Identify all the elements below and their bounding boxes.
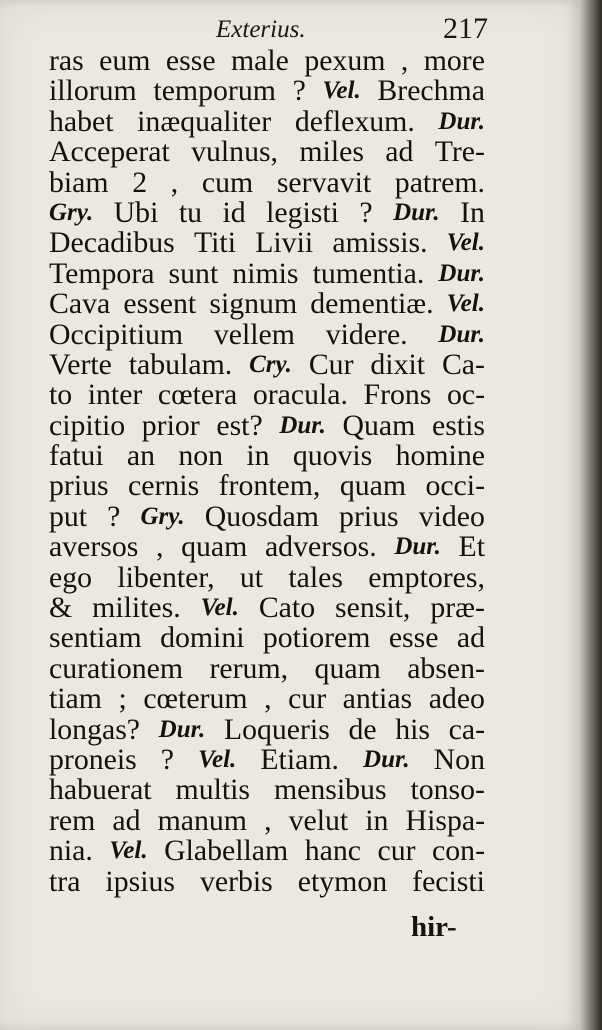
word: Verte [49,347,112,381]
text-line [49,165,485,199]
running-head [48,12,488,46]
word: ut [239,560,264,594]
word: adversos. [264,530,377,564]
word: ? [292,74,306,108]
running-title: Exterius. [216,16,306,43]
word: eum [99,44,151,77]
text-line [49,471,485,501]
text-line [49,742,485,776]
word: Livii [255,226,314,260]
text-line [49,775,485,805]
word: illorum [49,74,137,108]
speaker-abbreviation: Dur. [393,198,440,226]
word: Occipitium [49,317,184,351]
word: nimis [232,256,299,290]
word: Glabellam [164,834,289,868]
word: in [365,803,389,837]
word: , [400,44,409,77]
word: ad [112,803,141,837]
word: deflexum. [294,104,415,138]
word: absen- [407,651,485,685]
word: sunt [168,256,219,290]
word: rem [49,803,96,837]
word: cernis [128,469,200,503]
word: sentiam [49,621,142,655]
word: aversos [49,530,139,564]
word: Brechma [377,74,485,108]
text-line [49,532,485,562]
word: inæqualiter [137,104,272,138]
word: 2 [132,165,148,199]
word: prior [141,408,200,442]
word: ras [49,44,84,77]
word: quam [314,651,381,685]
word: ; [118,682,127,716]
word: dixit [370,347,426,381]
text-line [49,623,485,653]
word: miles [299,135,364,169]
word: Etiam. [260,742,339,776]
word: id [222,195,246,229]
word: Cur [308,347,354,381]
word: habuerat [49,773,152,807]
word: velut [288,803,349,837]
word: , [264,803,272,837]
word: Tre- [434,135,485,169]
word: , [264,682,272,716]
word: fecisti [412,864,485,898]
word: videre. [325,317,408,351]
word: multis [175,773,251,807]
word: nia. [49,834,93,868]
word: occi- [425,469,485,503]
word: præ- [430,591,485,625]
word: inter [87,378,143,412]
page-number: 217 [443,12,488,45]
word: proneis [49,742,137,776]
word: In [460,195,485,229]
word: oc- [446,378,485,412]
word: Loqueris [223,712,330,746]
speaker-abbreviation: Vel. [200,594,239,622]
text-line [49,499,485,533]
word: tiam [49,682,102,716]
text-line [49,137,485,167]
speaker-abbreviation: Vel. [446,290,485,318]
word: ad [385,135,414,169]
word: curationem [49,651,184,685]
word: longas? [49,712,141,746]
word: potiorem [262,621,371,655]
word: habet [49,104,114,138]
text-line [49,104,485,138]
word: to [49,378,73,412]
speaker-abbreviation: Gry. [49,198,94,226]
word: tonso- [410,773,485,807]
text-line [49,684,485,714]
word: frontem, [218,469,321,503]
text-line [49,651,485,685]
word: emptores, [368,560,485,594]
word: put [49,499,88,533]
speaker-abbreviation: Vel. [322,77,361,105]
speaker-abbreviation: Dur. [363,745,410,773]
word: rerum, [209,651,289,685]
text-line [49,408,485,442]
word: Acceperat [49,135,170,169]
word: sensit, [335,591,411,625]
text-line [49,317,485,351]
word: servavit [276,165,372,199]
text-line [49,836,485,866]
word: in [246,439,270,473]
word: quovis [292,439,373,473]
word: hanc [304,834,361,868]
word: manum [157,803,247,837]
word: legisti [266,195,339,229]
word: male [230,44,289,77]
word: vellem [213,317,295,351]
word: homine [395,439,485,473]
text-line [49,347,485,381]
word: domini [160,621,245,655]
word: de [348,712,377,746]
word: esse [165,44,216,77]
word: pexum [304,44,386,77]
word: cœtera [157,378,238,412]
speaker-abbreviation: Dur. [158,715,206,743]
word: , [170,165,179,199]
word: signum [209,287,298,321]
word: Ubi [113,195,159,229]
word: Quosdam [204,499,319,533]
word: Titi [193,226,236,260]
word: video [418,499,485,533]
word: fatui [49,439,104,473]
speaker-abbreviation: Dur. [279,411,326,439]
speaker-abbreviation: Dur. [394,533,441,561]
word: amissis. [332,226,428,260]
word: more [423,44,485,77]
word: Tempora [49,256,155,290]
word: temporum [153,74,276,108]
word: essent [123,287,197,321]
word: ego [49,560,93,594]
speaker-abbreviation: Gry. [140,502,185,530]
word: ad [456,621,485,655]
word: estis [431,408,485,442]
word: tumentia. [312,256,425,290]
word: Et [458,530,485,564]
page-edge [580,0,602,1030]
speaker-abbreviation: Dur. [438,320,485,348]
word: Decadibus [49,226,175,260]
text-line [49,380,485,410]
word: vulnus, [191,135,279,169]
word: Frons [363,378,432,412]
text-line [49,46,485,76]
word: mensibus [273,773,387,807]
word: libenter, [117,560,215,594]
word: esse [388,621,439,655]
word: oracula. [252,378,348,412]
word: Ca- [441,347,485,381]
word: tabulam. [128,347,233,381]
word: quam [181,530,248,564]
text-line [49,195,485,229]
word: Cato [258,591,316,625]
word: patrem. [394,165,485,199]
text-line [49,560,485,594]
word: Cava [49,287,111,321]
word: cur [288,682,327,716]
word: ? [107,499,121,533]
word: his [395,712,430,746]
word: cœterum [143,682,248,716]
word: & [49,591,73,625]
word: cum [201,165,254,199]
word: ca- [448,712,485,746]
word: quam [339,469,407,503]
text-line [49,76,485,106]
word: con- [432,834,485,868]
word: antias [342,682,413,716]
word: Non [433,742,485,776]
word: biam [49,165,109,199]
word: , [156,530,164,564]
word: milites. [92,591,181,625]
speaker-abbreviation: Cry. [249,350,292,378]
word: tales [288,560,343,594]
text-line [49,441,485,471]
body-text [49,46,485,897]
word: non [178,439,224,473]
word: ipsius [105,864,175,898]
word: prius [339,499,399,533]
text-line [49,228,485,258]
word: ? [160,742,175,776]
text-line [49,256,485,290]
word: etymon [297,864,388,898]
word: tra [49,864,81,898]
speaker-abbreviation: Dur. [438,107,485,135]
speaker-abbreviation: Vel. [109,837,148,865]
speaker-abbreviation: Vel. [198,745,237,773]
word: prius [49,469,109,503]
word: adeo [428,682,485,716]
catchword: hir- [411,911,457,943]
word: cipitio [49,408,126,442]
word: cur [377,834,416,868]
text-line [49,289,485,319]
word: est? [216,408,263,442]
word: Hispa- [405,803,485,837]
text-line [49,593,485,623]
word: an [126,439,156,473]
word: verbis [199,864,273,898]
word: ? [359,195,373,229]
speaker-abbreviation: Vel. [446,229,485,257]
word: Quam [342,408,416,442]
word: tu [178,195,202,229]
text-line [49,803,485,837]
text-line [49,864,485,898]
speaker-abbreviation: Dur. [438,259,485,287]
word: dementiæ. [310,287,434,321]
text-line [49,712,485,746]
